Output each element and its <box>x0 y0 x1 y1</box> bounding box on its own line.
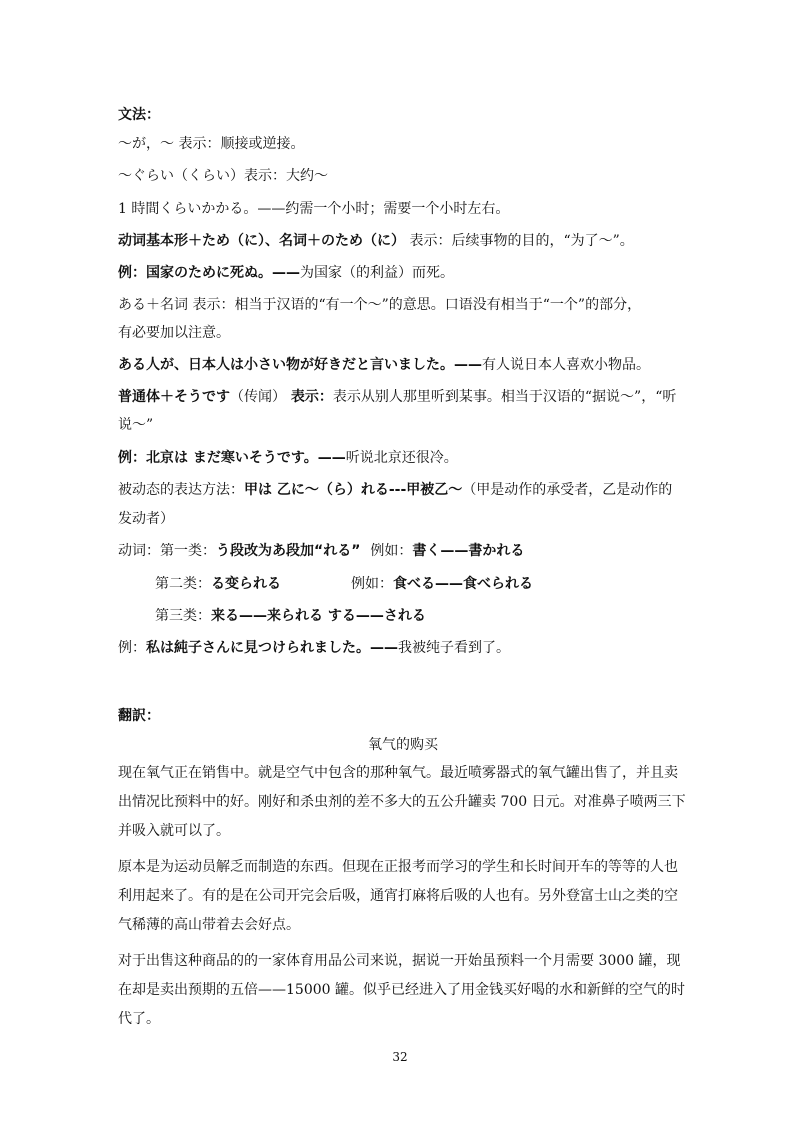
grammar-line-4 <box>118 231 688 251</box>
grammar-line-17-label: 例： <box>118 640 146 656</box>
grammar-line-16-label: 第三类： <box>155 608 211 624</box>
grammar-line-10: 说～” <box>118 417 154 433</box>
grammar-line-8 <box>118 355 688 375</box>
page-number: 32 <box>392 1050 408 1064</box>
grammar-line-16-rule: 来る——来られる する——される <box>211 608 426 624</box>
grammar-line-9-pattern: 普通体＋そうです <box>118 389 230 405</box>
grammar-line-8-translation: 有人说日本人喜欢小物品。 <box>482 357 650 373</box>
grammar-line-12-note: （甲是动作的承受者，乙是动作的 <box>462 482 673 498</box>
grammar-line-5 <box>118 263 688 283</box>
grammar-line-2: ～ぐらい（くらい）表示：大约～ <box>118 168 328 184</box>
grammar-line-11-translation: 听说北京还很冷。 <box>345 450 458 466</box>
grammar-line-12-label: 被动态的表达方法： <box>118 482 244 498</box>
grammar-line-9-note: （传闻） <box>230 389 286 405</box>
grammar-line-14-eg-label: 例如： <box>370 543 413 559</box>
paragraph-1-line-1: 现在氧气正在销售中。就是空气中包含的那种氧气。最近喷雾器式的氧气罐出售了，并且卖 <box>118 765 678 781</box>
grammar-heading: 文法： <box>118 107 160 123</box>
grammar-line-5-example: 例：国家のために死ぬ。—— <box>118 265 300 281</box>
grammar-line-14-label: 动词：第一类： <box>118 543 216 559</box>
paragraph-2-line-3: 气稀薄的高山带着去会好点。 <box>118 917 300 933</box>
grammar-line-15-label: 第二类： <box>155 576 211 592</box>
grammar-line-14-example: 書く——書かれる <box>412 543 525 559</box>
grammar-line-14 <box>118 541 688 561</box>
grammar-line-11-example: 例：北京は まだ寒いそうです。—— <box>118 450 346 466</box>
grammar-line-12 <box>118 480 688 500</box>
grammar-line-14-rule: う段改为あ段加“れる” <box>216 543 361 559</box>
grammar-line-9 <box>118 387 688 407</box>
grammar-line-7: 有必要加以注意。 <box>118 325 230 341</box>
translation-title: 氧气的购买 <box>368 737 438 753</box>
paragraph-1-line-2: 出情况比预料中的好。刚好和杀虫剂的差不多大的五公升罐卖 700 日元。对准鼻子喷两三下 <box>118 794 686 810</box>
grammar-line-11 <box>118 448 688 468</box>
grammar-line-8-example: ある人が、日本人は小さい物が好きだと言いました。—— <box>118 357 482 373</box>
grammar-line-17-example: 私は純子さんに見つけられました。—— <box>146 640 398 656</box>
paragraph-1-line-3: 并吸入就可以了。 <box>118 823 230 839</box>
grammar-line-17 <box>118 638 688 658</box>
paragraph-2-line-1: 原本是为运动员解乏而制造的东西。但现在正报考而学习的学生和长时间开车的等等的人也 <box>118 859 678 875</box>
translation-heading: 翻訳： <box>118 708 160 724</box>
paragraph-3-line-2: 在却是卖出预期的五倍——15000 罐。似乎已经进入了用金钱买好喝的水和新鲜的空气的时 <box>118 982 685 998</box>
paragraph-2-line-2: 利用起来了。有的是在公司开完会后吸，通宵打麻将后吸的人也有。另外登富士山之类的空 <box>118 888 678 904</box>
grammar-line-6: ある＋名词 表示：相当于汉语的“有一个～”的意思。口语没有相当于“一个”的部分， <box>118 297 642 313</box>
grammar-line-4-pattern: 动词基本形＋ため（に）、名词＋のため（に） <box>118 233 405 249</box>
grammar-line-3: 1 時間くらいかかる。——约需一个小时；需要一个小时左右。 <box>118 201 510 217</box>
grammar-line-4-meaning: 表示：后续事物的目的，“为了～”。 <box>405 233 634 249</box>
grammar-line-5-translation: 为国家（的利益）而死。 <box>300 265 454 281</box>
grammar-line-17-translation: 我被纯子看到了。 <box>398 640 510 656</box>
paragraph-3-line-1: 对于出售这种商品的的一家体育用品公司来说，据说一开始虽预料一个月需要 3000 罐，现 <box>118 953 681 969</box>
grammar-line-9-label: 表示： <box>286 389 333 405</box>
grammar-line-15-rule: る变られる <box>211 576 281 592</box>
grammar-line-9-meaning: 表示从别人那里听到某事。相当于汉语的“据说～”，“听 <box>332 389 677 405</box>
grammar-line-13: 发动者） <box>118 511 174 527</box>
grammar-line-16 <box>155 606 725 626</box>
grammar-line-12-pattern: 甲は 乙に～（ら）れる---甲被乙～ <box>244 482 463 498</box>
grammar-line-1: ～が，～ 表示：顺接或逆接。 <box>118 136 305 152</box>
grammar-line-15 <box>155 574 725 594</box>
grammar-line-15-example: 食べる——食べられる <box>393 576 533 592</box>
grammar-line-15-eg-label: 例如： <box>351 576 393 592</box>
paragraph-3-line-3: 代了。 <box>118 1011 160 1027</box>
